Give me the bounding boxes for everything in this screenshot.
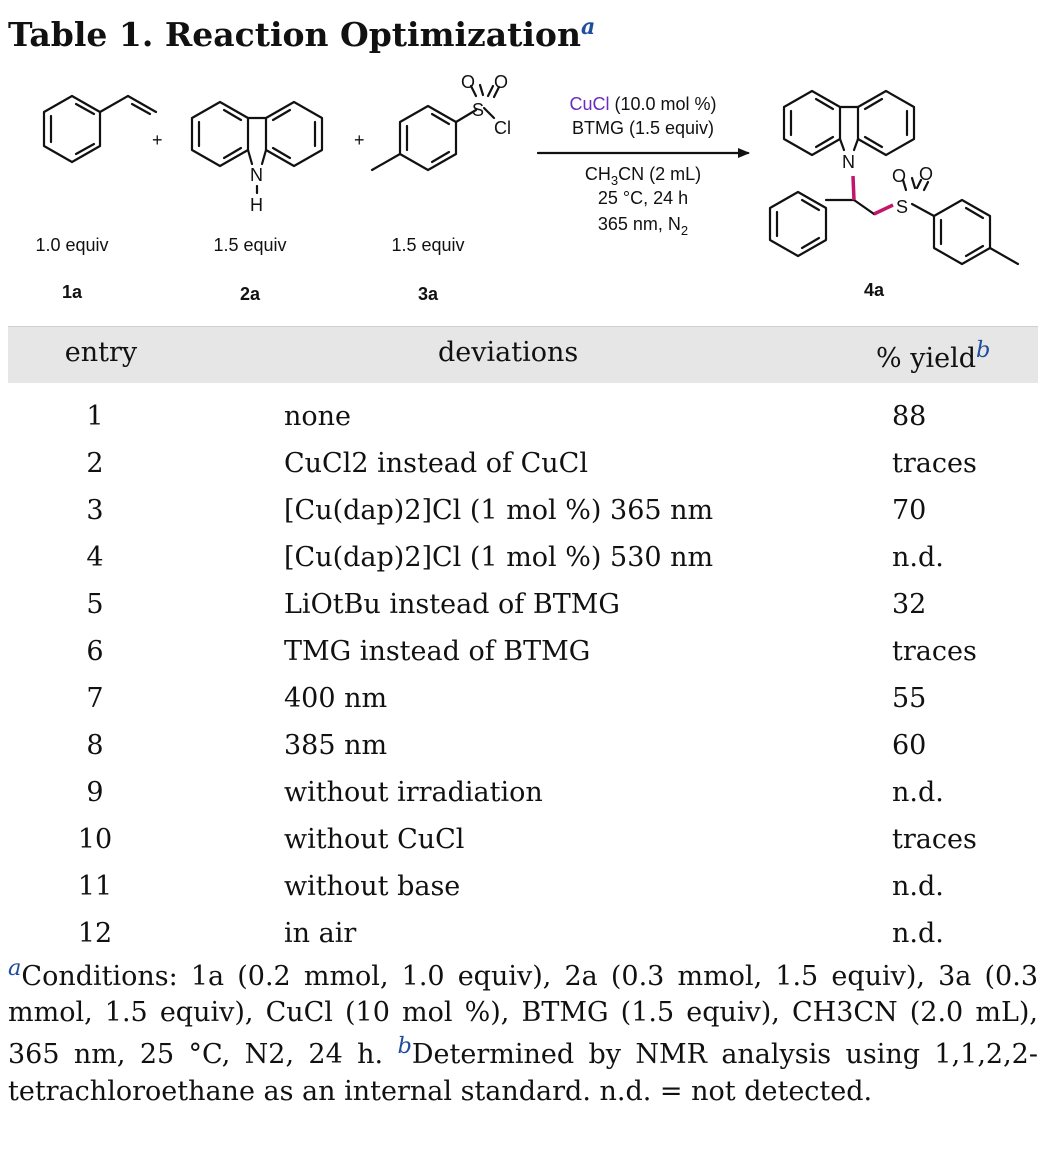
deviation-cell: [Cu(dap)2]Cl (1 mol %) 365 nm	[284, 495, 714, 526]
yield-cell: n.d.	[892, 918, 944, 949]
product-s-atom: S	[896, 197, 909, 217]
entry-cell: 8	[86, 730, 104, 761]
new-cs-bond	[874, 205, 893, 214]
footnote-a-mark: a	[8, 955, 22, 981]
reaction-scheme	[0, 68, 1047, 313]
plus-sign-2: +	[354, 130, 365, 150]
product-4a-label: 4a	[863, 280, 885, 300]
reagent-2a-label: 2a	[239, 284, 261, 304]
table-row	[8, 581, 1038, 628]
conditions-solvent: $CH_3CN$ (2 mL)	[584, 164, 702, 188]
chlorine-atom: Cl	[494, 118, 511, 138]
entry-cell: 4	[86, 542, 104, 573]
oxygen-atom-1: O	[461, 72, 476, 92]
product-n-atom: N	[842, 152, 855, 172]
deviation-cell: TMG instead of BTMG	[284, 636, 591, 667]
deviation-cell: CuCl2 instead of CuCl	[284, 448, 588, 479]
entry-cell: 1	[86, 401, 104, 432]
deviation-cell: in air	[284, 918, 357, 949]
catalyst-amount: (10.0 mol %)	[609, 94, 717, 114]
table-row	[8, 769, 1038, 816]
yield-cell: 32	[892, 589, 927, 620]
header-yield	[876, 337, 990, 374]
yield-cell: traces	[892, 636, 977, 667]
table-title	[8, 4, 595, 58]
reagent-1a-label: 1a	[61, 282, 83, 302]
yield-cell: 88	[892, 401, 927, 432]
yield-cell: 55	[892, 683, 927, 714]
entry-cell: 11	[77, 871, 113, 902]
deviation-cell: without base	[284, 871, 461, 902]
entry-cell: 7	[86, 683, 104, 714]
table-row	[8, 816, 1038, 863]
conditions-temp-time: 25 °C, 24 h	[597, 188, 689, 208]
styrene-structure	[44, 96, 156, 162]
entry-cell: 3	[86, 495, 104, 526]
deviation-cell: [Cu(dap)2]Cl (1 mol %) 530 nm	[284, 542, 714, 573]
conditions-light: 365 nm, $N_2$	[597, 214, 689, 238]
reagent-3a-label: 3a	[417, 284, 439, 304]
conditions-base: BTMG (1.5 equiv)	[571, 118, 715, 138]
table-body	[8, 393, 1038, 957]
deviation-cell: none	[284, 401, 352, 432]
table-row	[8, 910, 1038, 957]
footnote-b-text: Determined by NMR analysis using 1,1,2,2-tetrachloroethane as an internal standard. n.d. = not detected.	[8, 1039, 1038, 1107]
deviation-cell: 385 nm	[284, 730, 388, 761]
tosyl-chloride-structure	[372, 85, 499, 170]
table-row	[8, 393, 1038, 440]
reagent-3a-equiv: 1.5 equiv	[391, 235, 465, 255]
entry-cell: 2	[86, 448, 104, 479]
entry-cell: 12	[77, 918, 113, 949]
footnote-a-text: Conditions: 1a (0.2 mmol, 1.0 equiv), 2a (0.3 mmol, 1.5 equiv), 3a (0.3 mmol, 1.5 equiv), CuCl (10 mol %), BTMG (1.5 equiv), CH3CN (2.0 mL), 365 nm, 25 °C, N2, 24 h.	[8, 961, 1038, 1071]
product-o-atom-2: O	[919, 164, 934, 184]
carbazole-h-atom: H	[250, 195, 263, 215]
deviation-cell: LiOtBu instead of BTMG	[284, 589, 620, 620]
table-row	[8, 534, 1038, 581]
deviation-cell: without irradiation	[284, 777, 543, 808]
reagent-1a-equiv: 1.0 equiv	[35, 235, 109, 255]
header-yield-footnote-mark: b	[976, 337, 991, 363]
entry-cell: 6	[86, 636, 104, 667]
carbazole-n-atom: N	[250, 165, 263, 185]
new-cn-bond	[853, 176, 854, 200]
table-header	[8, 326, 1038, 383]
yield-cell: n.d.	[892, 777, 944, 808]
table-row	[8, 628, 1038, 675]
footnote-b-mark: b	[397, 1033, 412, 1060]
oxygen-atom-2: O	[494, 72, 509, 92]
sulfur-atom: S	[472, 100, 485, 120]
reagent-2a-equiv: 1.5 equiv	[213, 235, 287, 255]
catalyst-name: CuCl	[569, 94, 610, 114]
product-o-atom-1: O	[892, 166, 907, 186]
entry-cell: 5	[86, 589, 104, 620]
header-deviations: deviations	[438, 337, 579, 368]
yield-cell: n.d.	[892, 871, 944, 902]
results-table	[8, 326, 1038, 957]
deviation-cell: 400 nm	[284, 683, 388, 714]
entry-cell: 10	[77, 824, 113, 855]
table-row	[8, 675, 1038, 722]
deviation-cell: without CuCl	[284, 824, 465, 855]
table-title-text: Table 1. Reaction Optimization	[8, 15, 581, 54]
table-footnotes	[8, 953, 1038, 1110]
table-row	[8, 722, 1038, 769]
yield-cell: 60	[892, 730, 927, 761]
title-footnote-mark: a	[580, 14, 596, 40]
yield-cell: traces	[892, 824, 977, 855]
yield-cell: n.d.	[892, 542, 944, 573]
conditions-catalyst-line	[569, 94, 716, 114]
entry-cell: 9	[86, 777, 104, 808]
yield-cell: traces	[892, 448, 977, 479]
header-entry: entry	[64, 337, 138, 368]
plus-sign-1: +	[152, 130, 163, 150]
table-row	[8, 863, 1038, 910]
yield-cell: 70	[892, 495, 927, 526]
table-row	[8, 487, 1038, 534]
header-yield-text: % yield	[876, 343, 977, 374]
table-row	[8, 440, 1038, 487]
